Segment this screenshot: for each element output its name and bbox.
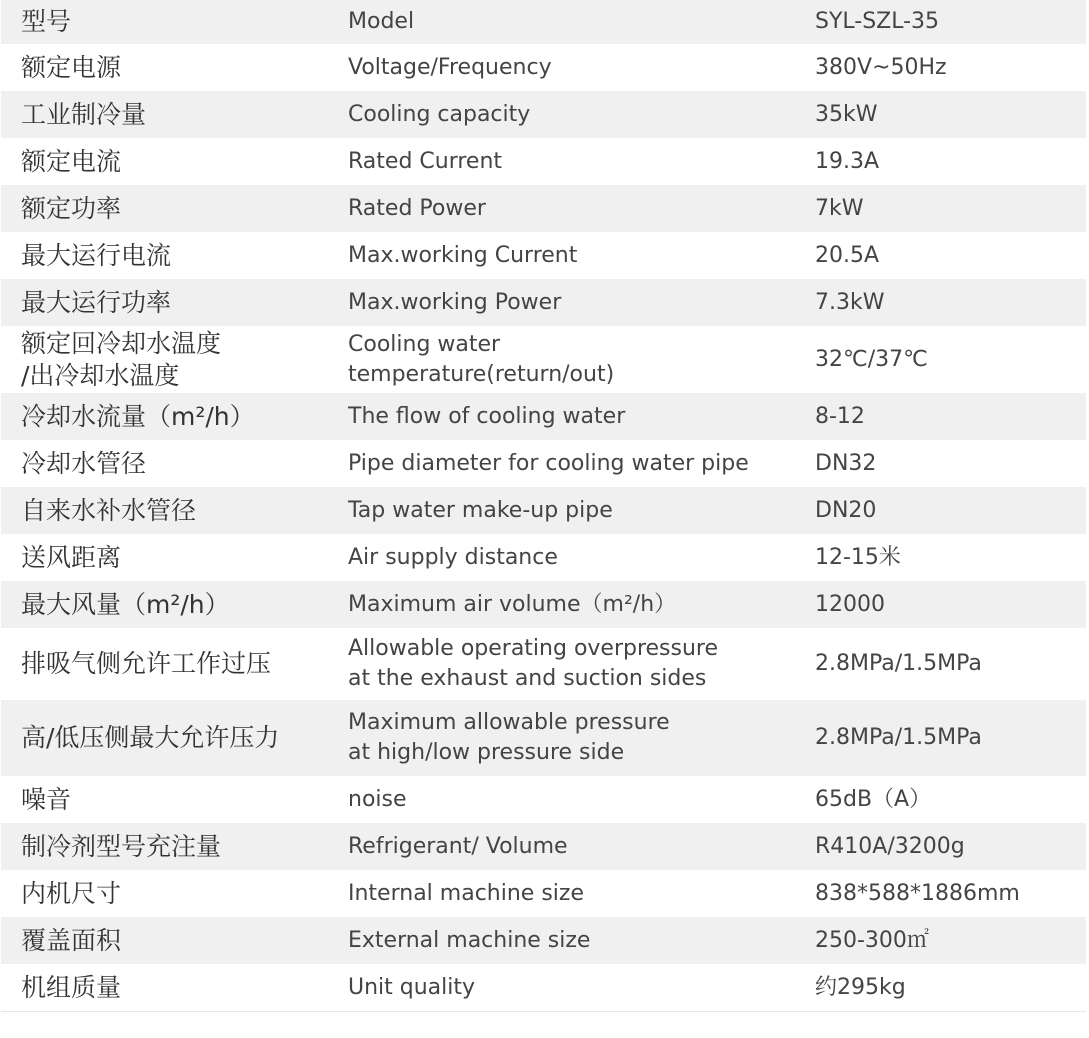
param-value: 12000: [815, 591, 885, 617]
table-row: [1, 823, 1086, 870]
table-row: [1, 917, 1086, 964]
table-row: [1, 326, 1086, 393]
param-name-en: External machine size: [348, 927, 591, 953]
param-name-cn: 额定电源: [21, 52, 122, 82]
param-name-en: Max.working Power: [348, 289, 562, 315]
param-name-cn: 覆盖面积: [21, 925, 122, 955]
param-name-en: Unit quality: [348, 974, 476, 1000]
param-name-en: Air supply distance: [348, 544, 558, 570]
param-value: DN32: [815, 450, 877, 476]
table-row: [1, 700, 1086, 776]
param-name-en: Rated Power: [348, 195, 486, 221]
param-value: 838*588*1886mm: [815, 880, 1020, 906]
param-name-en: Allowable operating overpressure at the exhaust and suction sides: [348, 636, 719, 691]
param-name-cn: 额定电流: [21, 146, 122, 176]
param-name-en: Cooling water temperature(return/out): [348, 331, 615, 387]
param-name-en: Maximum air volume（m²/h）: [348, 591, 677, 617]
param-name-cn: 工业制冷量: [21, 99, 147, 129]
param-value: 7.3kW: [815, 289, 885, 315]
param-name-cn: 机组质量: [21, 972, 122, 1002]
param-value: 2.8MPa/1.5MPa: [815, 725, 982, 750]
param-value: 12-15米: [815, 544, 901, 570]
table-row: [1, 964, 1086, 1011]
param-value: 约295kg: [815, 974, 906, 1000]
param-name-en: noise: [348, 786, 407, 812]
param-value: DN20: [815, 497, 877, 523]
param-value: 35kW: [815, 101, 878, 127]
param-name-cn: 自来水补水管径: [21, 495, 197, 525]
table-row: [1, 393, 1086, 440]
param-name-cn: 制冷剂型号充注量: [21, 831, 222, 861]
param-name-cn: 排吸气侧允许工作过压: [21, 649, 272, 678]
table-row: [1, 534, 1086, 581]
param-name-cn: 送风距离: [21, 542, 122, 572]
param-name-en: Cooling capacity: [348, 101, 531, 127]
param-name-en: Model: [348, 9, 415, 34]
param-name-cn: 额定功率: [21, 193, 122, 223]
param-name-cn: 冷却水管径: [21, 448, 147, 478]
param-name-en: Refrigerant/ Volume: [348, 833, 568, 859]
table-row: [1, 776, 1086, 823]
param-name-en: The flow of cooling water: [348, 403, 626, 429]
param-name-cn: 额定回冷却水温度 /出冷却水温度: [21, 328, 222, 390]
param-name-en: Pipe diameter for cooling water pipe: [348, 450, 749, 476]
table-row: [1, 870, 1086, 917]
param-value: 20.5A: [815, 242, 880, 268]
table-row: [1, 0, 1086, 44]
spec-table: [1, 0, 1086, 1012]
param-value: 250-300㎡: [815, 927, 929, 953]
table-row: [1, 44, 1086, 91]
param-value: 380V~50Hz: [815, 54, 947, 80]
table-row: [1, 185, 1086, 232]
param-name-cn: 高/低压侧最大允许压力: [21, 723, 280, 752]
param-name-cn: 型号: [21, 7, 72, 36]
table-row: [1, 279, 1086, 326]
table-row: [1, 232, 1086, 279]
param-name-en: Rated Current: [348, 148, 503, 174]
param-name-cn: 内机尺寸: [21, 878, 122, 908]
param-value: 19.3A: [815, 148, 880, 174]
param-name-en: Internal machine size: [348, 880, 584, 906]
param-value: R410A/3200g: [815, 833, 965, 859]
param-value: SYL-SZL-35: [815, 9, 940, 34]
table-row: [1, 628, 1086, 700]
param-name-en: Voltage/Frequency: [348, 54, 552, 80]
param-value: 65dB（A）: [815, 786, 932, 812]
param-value: 2.8MPa/1.5MPa: [815, 651, 982, 676]
table-row: [1, 581, 1086, 628]
table-row: [1, 138, 1086, 185]
param-name-en: Max.working Current: [348, 242, 578, 268]
param-value: 8-12: [815, 403, 865, 429]
param-name-cn: 最大风量（m²/h）: [21, 589, 230, 619]
table-row: [1, 487, 1086, 534]
param-value: 7kW: [815, 195, 864, 221]
table-row: [1, 440, 1086, 487]
param-name-cn: 噪音: [21, 784, 72, 814]
param-name-en: Maximum allowable pressure at high/low pressure side: [348, 710, 670, 765]
param-value: 32℃/37℃: [815, 346, 928, 372]
param-name-cn: 冷却水流量（m²/h）: [21, 401, 255, 431]
param-name-cn: 最大运行功率: [21, 287, 172, 317]
param-name-en: Tap water make-up pipe: [348, 497, 613, 523]
param-name-cn: 最大运行电流: [21, 240, 172, 270]
table-row: [1, 91, 1086, 138]
